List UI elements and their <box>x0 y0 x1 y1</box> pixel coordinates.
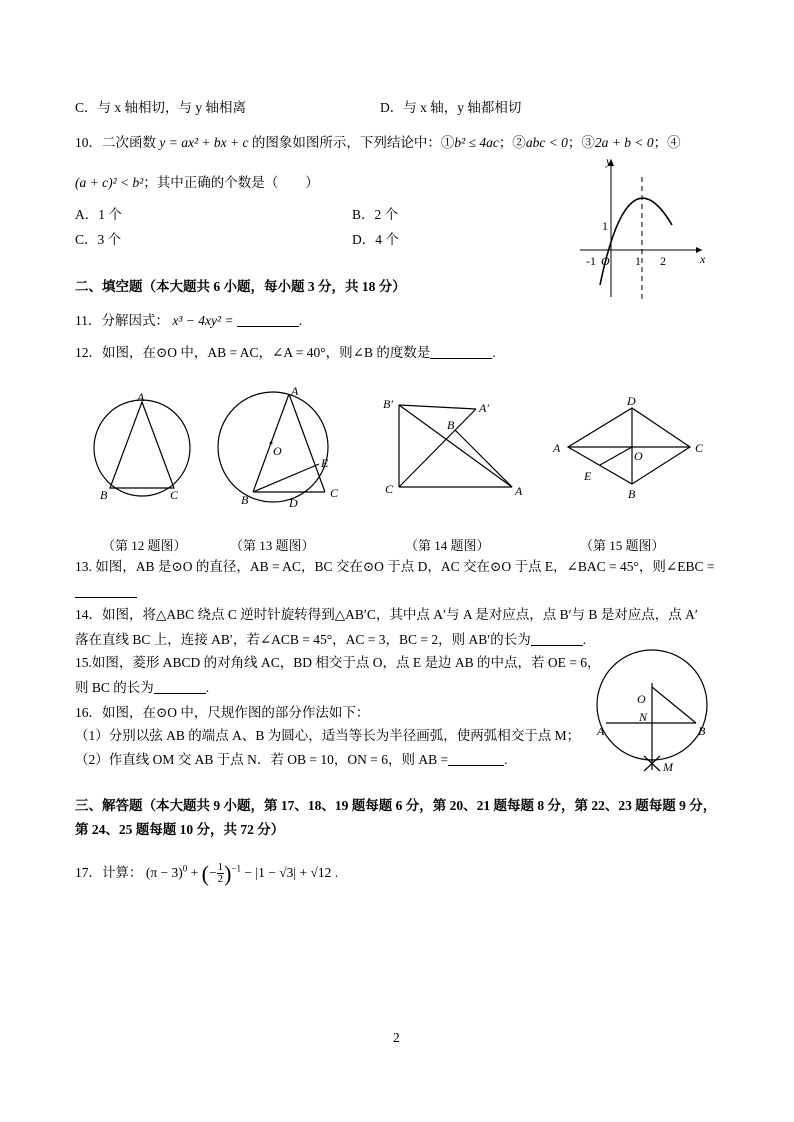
tick-1-y: 1 <box>602 219 608 233</box>
q17-plus: + <box>190 865 199 880</box>
caption-figure-12: （第 12 题图） <box>102 538 187 553</box>
figure-16 <box>590 645 720 780</box>
q14-line2 <box>75 630 586 650</box>
triangle-abc <box>110 402 174 488</box>
label-m: M <box>663 760 673 774</box>
q9-option-c: C．与 x 轴相切，与 y 轴相离 <box>75 100 247 115</box>
figure-12 <box>90 390 200 505</box>
section-2-heading: 二、填空题（本大题共 6 小题，每小题 3 分，共 18 分） <box>75 279 406 294</box>
y-axis-label: y <box>606 154 612 168</box>
q16-end: . <box>504 752 508 767</box>
label-b: B <box>628 487 636 501</box>
figure-13 <box>215 385 350 510</box>
q17-exp-neg1: −1 <box>231 863 242 874</box>
label-a: A <box>515 484 523 498</box>
q11-text: 分解因式： <box>101 313 169 328</box>
q10-function: y = ax² + bx + c <box>159 135 249 150</box>
q17-rparen: ) <box>224 860 232 886</box>
q10-stem <box>75 133 681 153</box>
q10-sep1: ；② <box>498 135 526 150</box>
segment-b1a <box>399 405 512 487</box>
label-b: B <box>698 724 706 738</box>
label-n: N <box>639 710 648 724</box>
segment-ab <box>455 430 512 487</box>
q12 <box>75 343 496 363</box>
q17-abs: |1 − √3| <box>255 865 297 880</box>
label-c: C <box>695 441 704 455</box>
q16-line1: 16．如图，在⊙O 中，尺规作图的部分作法如下： <box>75 705 370 720</box>
q17-lparen: ( <box>201 860 209 886</box>
page-number: 2 <box>393 1030 400 1045</box>
label-a: A <box>553 441 561 455</box>
q15-answer-blank <box>154 679 206 694</box>
q13-answer-blank <box>75 583 137 598</box>
label-o: O <box>273 444 282 458</box>
q14-answer-blank <box>531 631 583 646</box>
q16-answer-blank <box>448 751 504 766</box>
label-a: A <box>137 390 145 404</box>
q14-end: . <box>582 632 587 647</box>
q16-line3 <box>75 750 507 770</box>
q13: 13. 如图，AB 是⊙O 的直径，AB = AC，BC 交在⊙O 于点 D，AC 交在⊙O 于点 E，∠BAC = 45°，则∠EBC = <box>75 559 715 574</box>
q10-number: 10． <box>75 135 102 150</box>
label-c: C <box>385 482 394 496</box>
q10-conclusion-2: abc < 0 <box>525 135 568 150</box>
label-d: D <box>289 496 298 510</box>
segment-ac <box>289 394 325 492</box>
q11-number: 11． <box>75 313 102 328</box>
q12-end: . <box>492 345 496 360</box>
section-3-heading-line1: 三、解答题（本大题共 9 小题，第 17、18、19 题每题 6 分，第 20、21 题每题 8 分，第 22、23 题每题 9 分， <box>75 798 717 813</box>
q17-negative-sign: − <box>209 865 217 880</box>
caption-figure-14: （第 14 题图） <box>405 538 490 553</box>
label-a: A <box>597 724 605 738</box>
segment-b1a1 <box>399 405 476 409</box>
q10-option-d: D．4 个 <box>352 232 399 247</box>
q15-text: 则 BC 的长为 <box>75 680 154 695</box>
section-3-heading-line2: 第 24、25 题每题 10 分，共 72 分） <box>75 822 285 837</box>
origin-label: O <box>601 254 610 268</box>
caption-figure-15: （第 15 题图） <box>580 538 665 553</box>
q11-answer-blank <box>237 312 299 327</box>
label-o: O <box>634 449 643 463</box>
q10-conclusion-3: 2a + b < 0 <box>594 135 654 150</box>
q17-plus2: + <box>299 865 308 880</box>
segment-ob <box>652 687 696 723</box>
q17-sqrt12: √12 <box>310 865 332 880</box>
label-b: B <box>100 488 108 502</box>
q9-option-d: D．与 x 轴，y 轴都相切 <box>380 100 522 115</box>
label-b: B <box>241 493 249 507</box>
q10-sep2: ；③ <box>567 135 595 150</box>
tick-1-x: 1 <box>635 254 641 268</box>
q17-term1: (π − 3) <box>145 865 183 880</box>
q10-conclusion-4: (a + c)² < b² <box>75 175 144 190</box>
q10-text1: 二次函数 <box>102 135 156 150</box>
q10-stem-cont <box>75 173 319 193</box>
label-a-prime: A′ <box>479 401 489 415</box>
q17-fraction <box>217 862 225 885</box>
q17-exp0: 0 <box>182 863 188 874</box>
tick-neg1: -1 <box>586 254 596 268</box>
label-o: O <box>637 692 646 706</box>
q10-sep3: ；④ <box>653 135 681 150</box>
q13-answer-line <box>75 582 137 602</box>
label-a: A <box>291 384 299 398</box>
q10-parabola-graph <box>580 155 710 300</box>
label-e: E <box>321 456 329 470</box>
q15-line1: 15.如图，菱形 ABCD 的对角线 AC，BD 相交于点 O，点 E 是边 AB 的中点，若 OE = 6， <box>75 655 601 670</box>
q10-text3: ；其中正确的个数是（ ） <box>143 175 319 190</box>
q10-option-c: C．3 个 <box>75 232 122 247</box>
figure-15 <box>548 390 713 505</box>
q17-numerator: 1 <box>217 861 224 874</box>
q12-answer-blank <box>430 344 492 359</box>
label-e: E <box>584 469 592 483</box>
q17-denominator: 2 <box>217 873 224 886</box>
label-b: B <box>447 418 455 432</box>
q17-end: . <box>334 865 339 880</box>
label-d: D <box>627 394 636 408</box>
q15-line2 <box>75 678 209 698</box>
q17-text: 计算： <box>102 865 143 880</box>
q12-text: 12．如图，在⊙O 中，AB = AC，∠A = 40°，则∠B 的度数是 <box>75 345 431 360</box>
q16-line2: （1）分别以弦 AB 的端点 A、B 为圆心，适当等长为半径画弧，使两弧相交于点 M； <box>75 728 581 743</box>
tick-2: 2 <box>660 254 666 268</box>
caption-figure-13: （第 13 题图） <box>230 538 315 553</box>
label-c: C <box>330 486 339 500</box>
q17-number: 17． <box>75 865 102 880</box>
x-axis-label: x <box>700 252 706 266</box>
segment-oe <box>600 447 632 465</box>
q17-minus: − <box>244 865 253 880</box>
q16-text: （2）作直线 OM 交 AB 于点 N．若 OB = 10，ON = 6，则 AB = <box>75 752 449 767</box>
q11 <box>75 311 302 331</box>
q17 <box>75 858 338 889</box>
q10-text2: 的图象如图所示，下列结论中：① <box>251 135 455 150</box>
q11-expression: x³ − 4xy² = <box>172 313 234 328</box>
segment-a1c <box>399 409 476 487</box>
q10-option-a: A．1 个 <box>75 207 122 222</box>
q14-text: 落在直线 BC 上，连接 AB′，若∠ACB = 45°，AC = 3，BC = 2，则 AB′的长为 <box>75 632 531 647</box>
q15-end: . <box>205 680 210 695</box>
figure-14 <box>380 395 530 500</box>
q10-option-b: B．2 个 <box>352 207 399 222</box>
q10-conclusion-1: b² ≤ 4ac <box>454 135 499 150</box>
circle-o <box>94 400 190 496</box>
q14-line1: 14．如图，将△ABC 绕点 C 逆时针旋转得到△AB′C，其中点 A′与 A 是对应点，点 B′与 B 是对应点，点 A′ <box>75 607 698 622</box>
label-b-prime: B′ <box>383 397 393 411</box>
label-c: C <box>170 488 179 502</box>
q11-end: . <box>298 313 303 328</box>
